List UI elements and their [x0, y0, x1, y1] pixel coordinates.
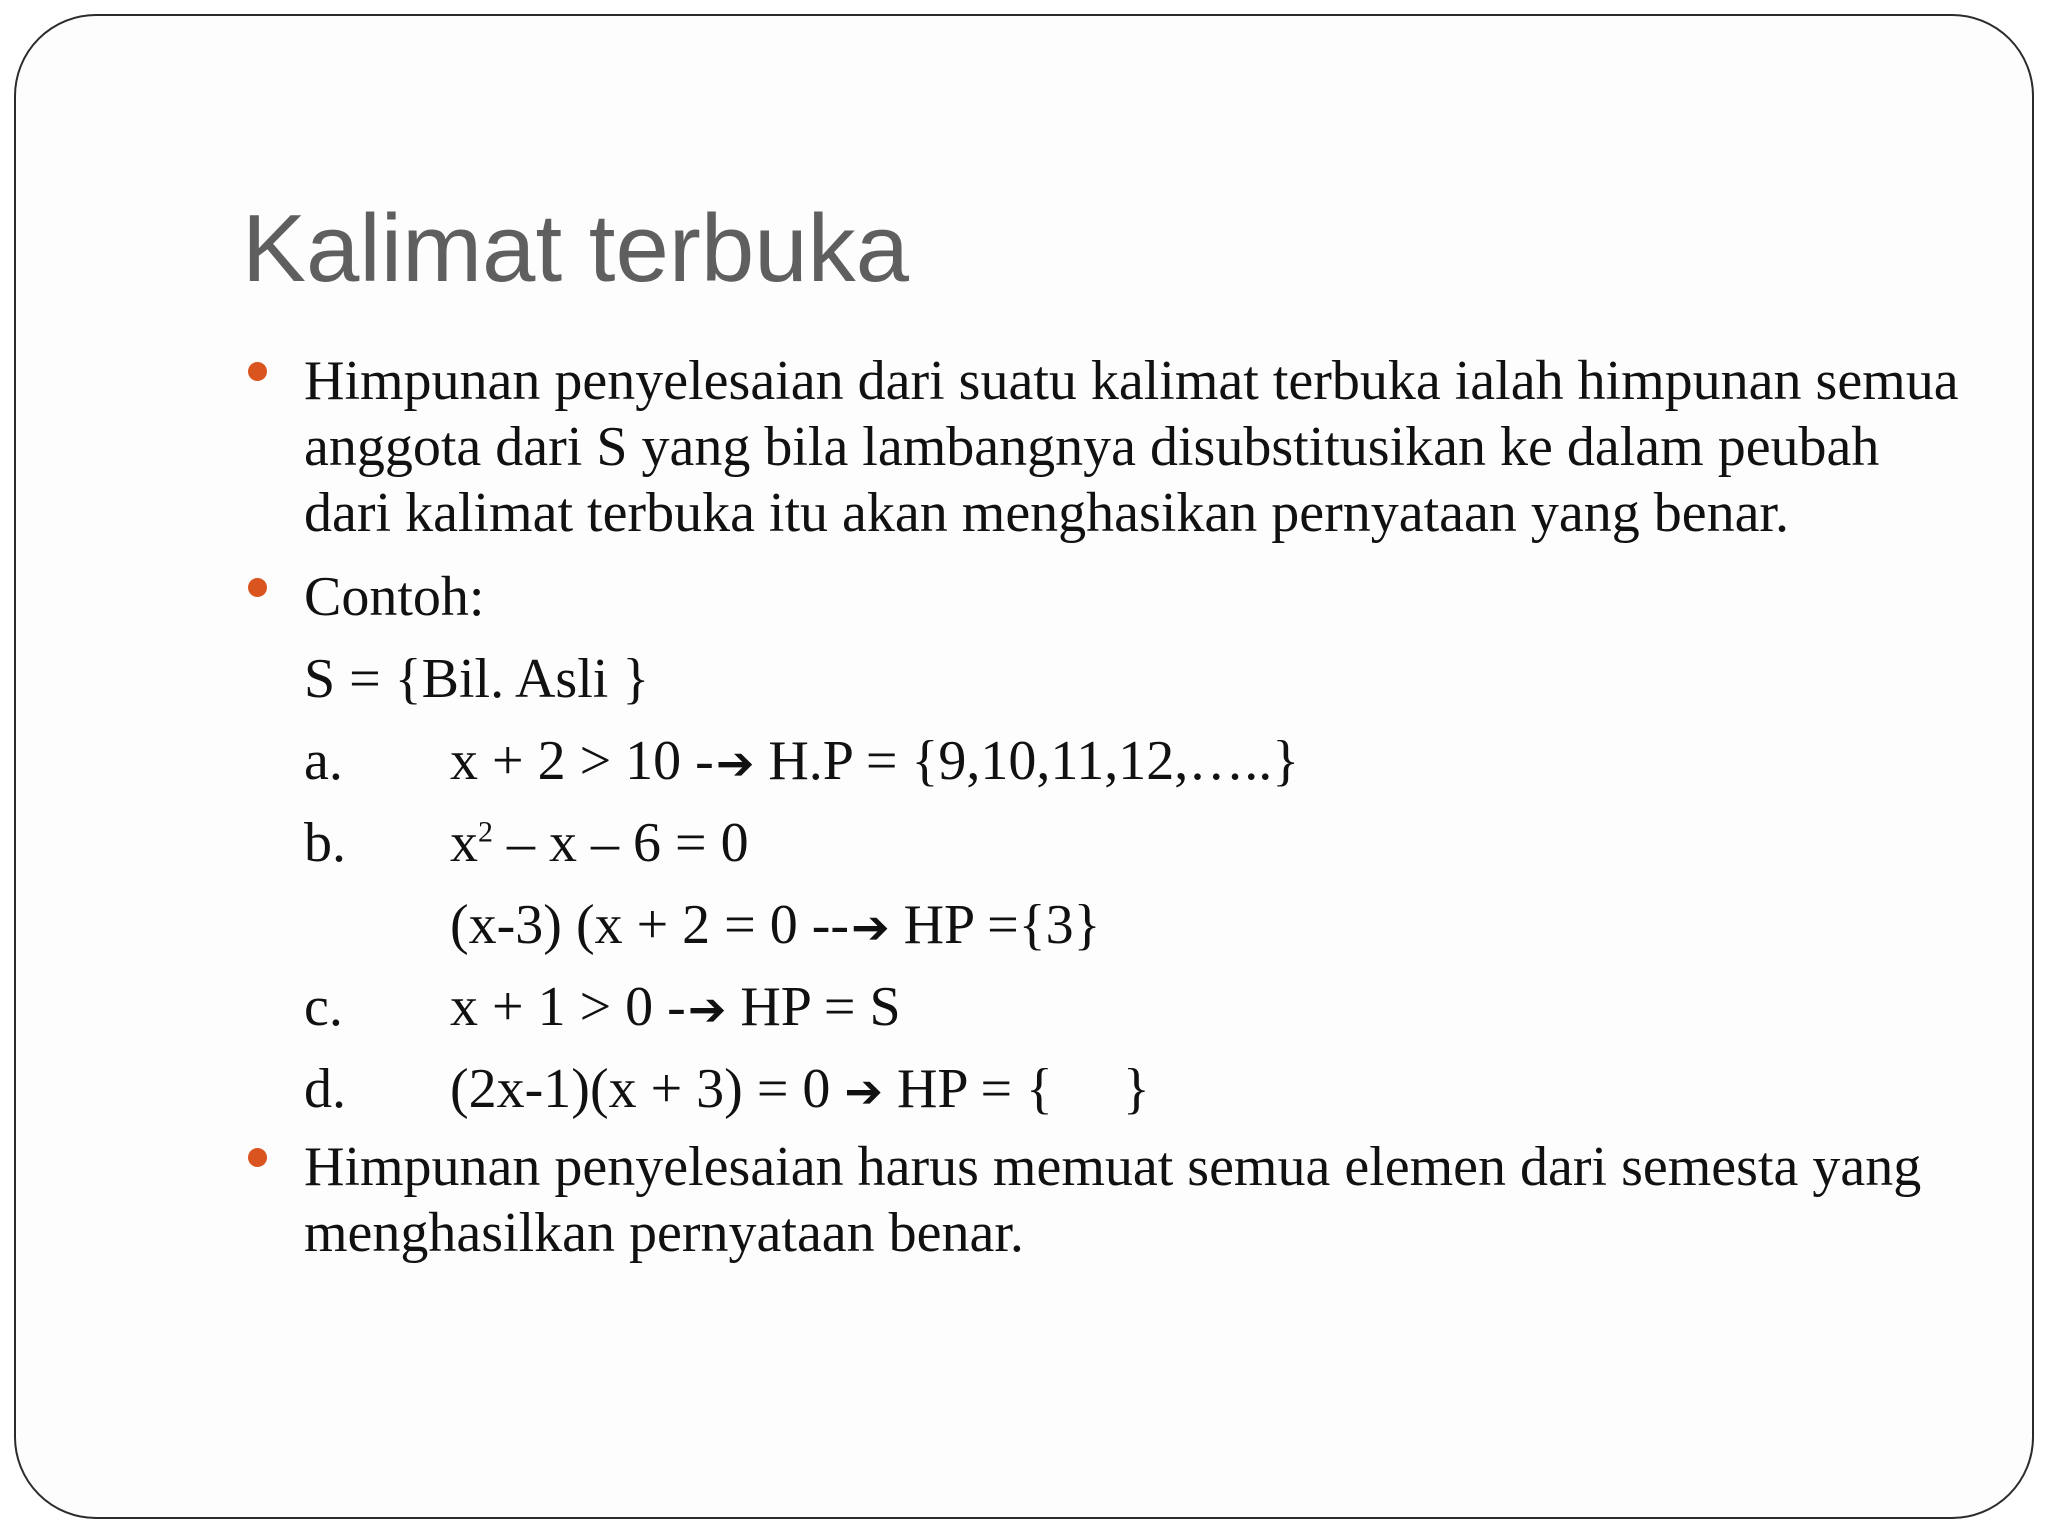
- expr-rest: – x – 6 = 0: [493, 812, 749, 874]
- bullet-dot-icon: [248, 1148, 267, 1167]
- example-item-c: [242, 966, 1972, 1048]
- item-label: a.: [304, 730, 343, 792]
- slide-frame: [14, 14, 2034, 1519]
- arrow-right-icon: ➔: [844, 1064, 883, 1118]
- item-label: b.: [304, 812, 346, 874]
- item-expression: (2x-1)(x + 3) = 0: [450, 1058, 831, 1120]
- bullet-definition: [242, 348, 1972, 546]
- item-expression: (x-3) (x + 2 = 0 --: [450, 894, 850, 956]
- example-item-b: [242, 802, 1972, 884]
- arrow-right-icon: ➔: [715, 736, 755, 790]
- bullet-dot-icon: [248, 578, 267, 597]
- bullet-text: Contoh:: [304, 566, 485, 628]
- slide-content: [242, 348, 1972, 1266]
- expr-exponent: 2: [478, 815, 493, 849]
- universe-set: S = {Bil. Asli }: [304, 648, 650, 710]
- example-item-b-factor: [242, 884, 1972, 966]
- item-expression: x + 1 > 0 -: [450, 976, 686, 1038]
- item-expression: x + 2 > 10 -: [450, 730, 714, 792]
- bullet-text: Himpunan penyelesaian harus memuat semua elemen dari semesta yang menghasilkan pernyataan benar.: [304, 1136, 1922, 1264]
- item-result: HP ={3}: [903, 894, 1101, 956]
- example-item-a: [242, 720, 1972, 802]
- slide-title: Kalimat terbuka: [242, 195, 909, 302]
- item-result: HP = S: [740, 976, 901, 1038]
- item-result: HP = { }: [896, 1058, 1150, 1120]
- example-item-d: [242, 1048, 1972, 1130]
- bullet-conclusion: [242, 1134, 1972, 1266]
- item-label: d.: [304, 1058, 346, 1120]
- arrow-right-icon: ➔: [687, 982, 727, 1036]
- item-expression: [450, 802, 749, 884]
- expr-base: x: [450, 812, 478, 874]
- universe-line: [242, 638, 1972, 720]
- item-label: c.: [304, 976, 343, 1038]
- bullet-text: Himpunan penyelesaian dari suatu kalimat terbuka ialah himpunan semua anggota dari S yang bila lambangnya disubstitusikan ke dalam peubah dari kalimat terbuka itu akan menghasikan pernyataan yang benar.: [304, 350, 1959, 544]
- bullet-dot-icon: [248, 362, 267, 381]
- arrow-right-icon: ➔: [851, 900, 890, 954]
- item-result: H.P = {9,10,11,12,…..}: [768, 730, 1300, 792]
- bullet-contoh: [242, 556, 1972, 638]
